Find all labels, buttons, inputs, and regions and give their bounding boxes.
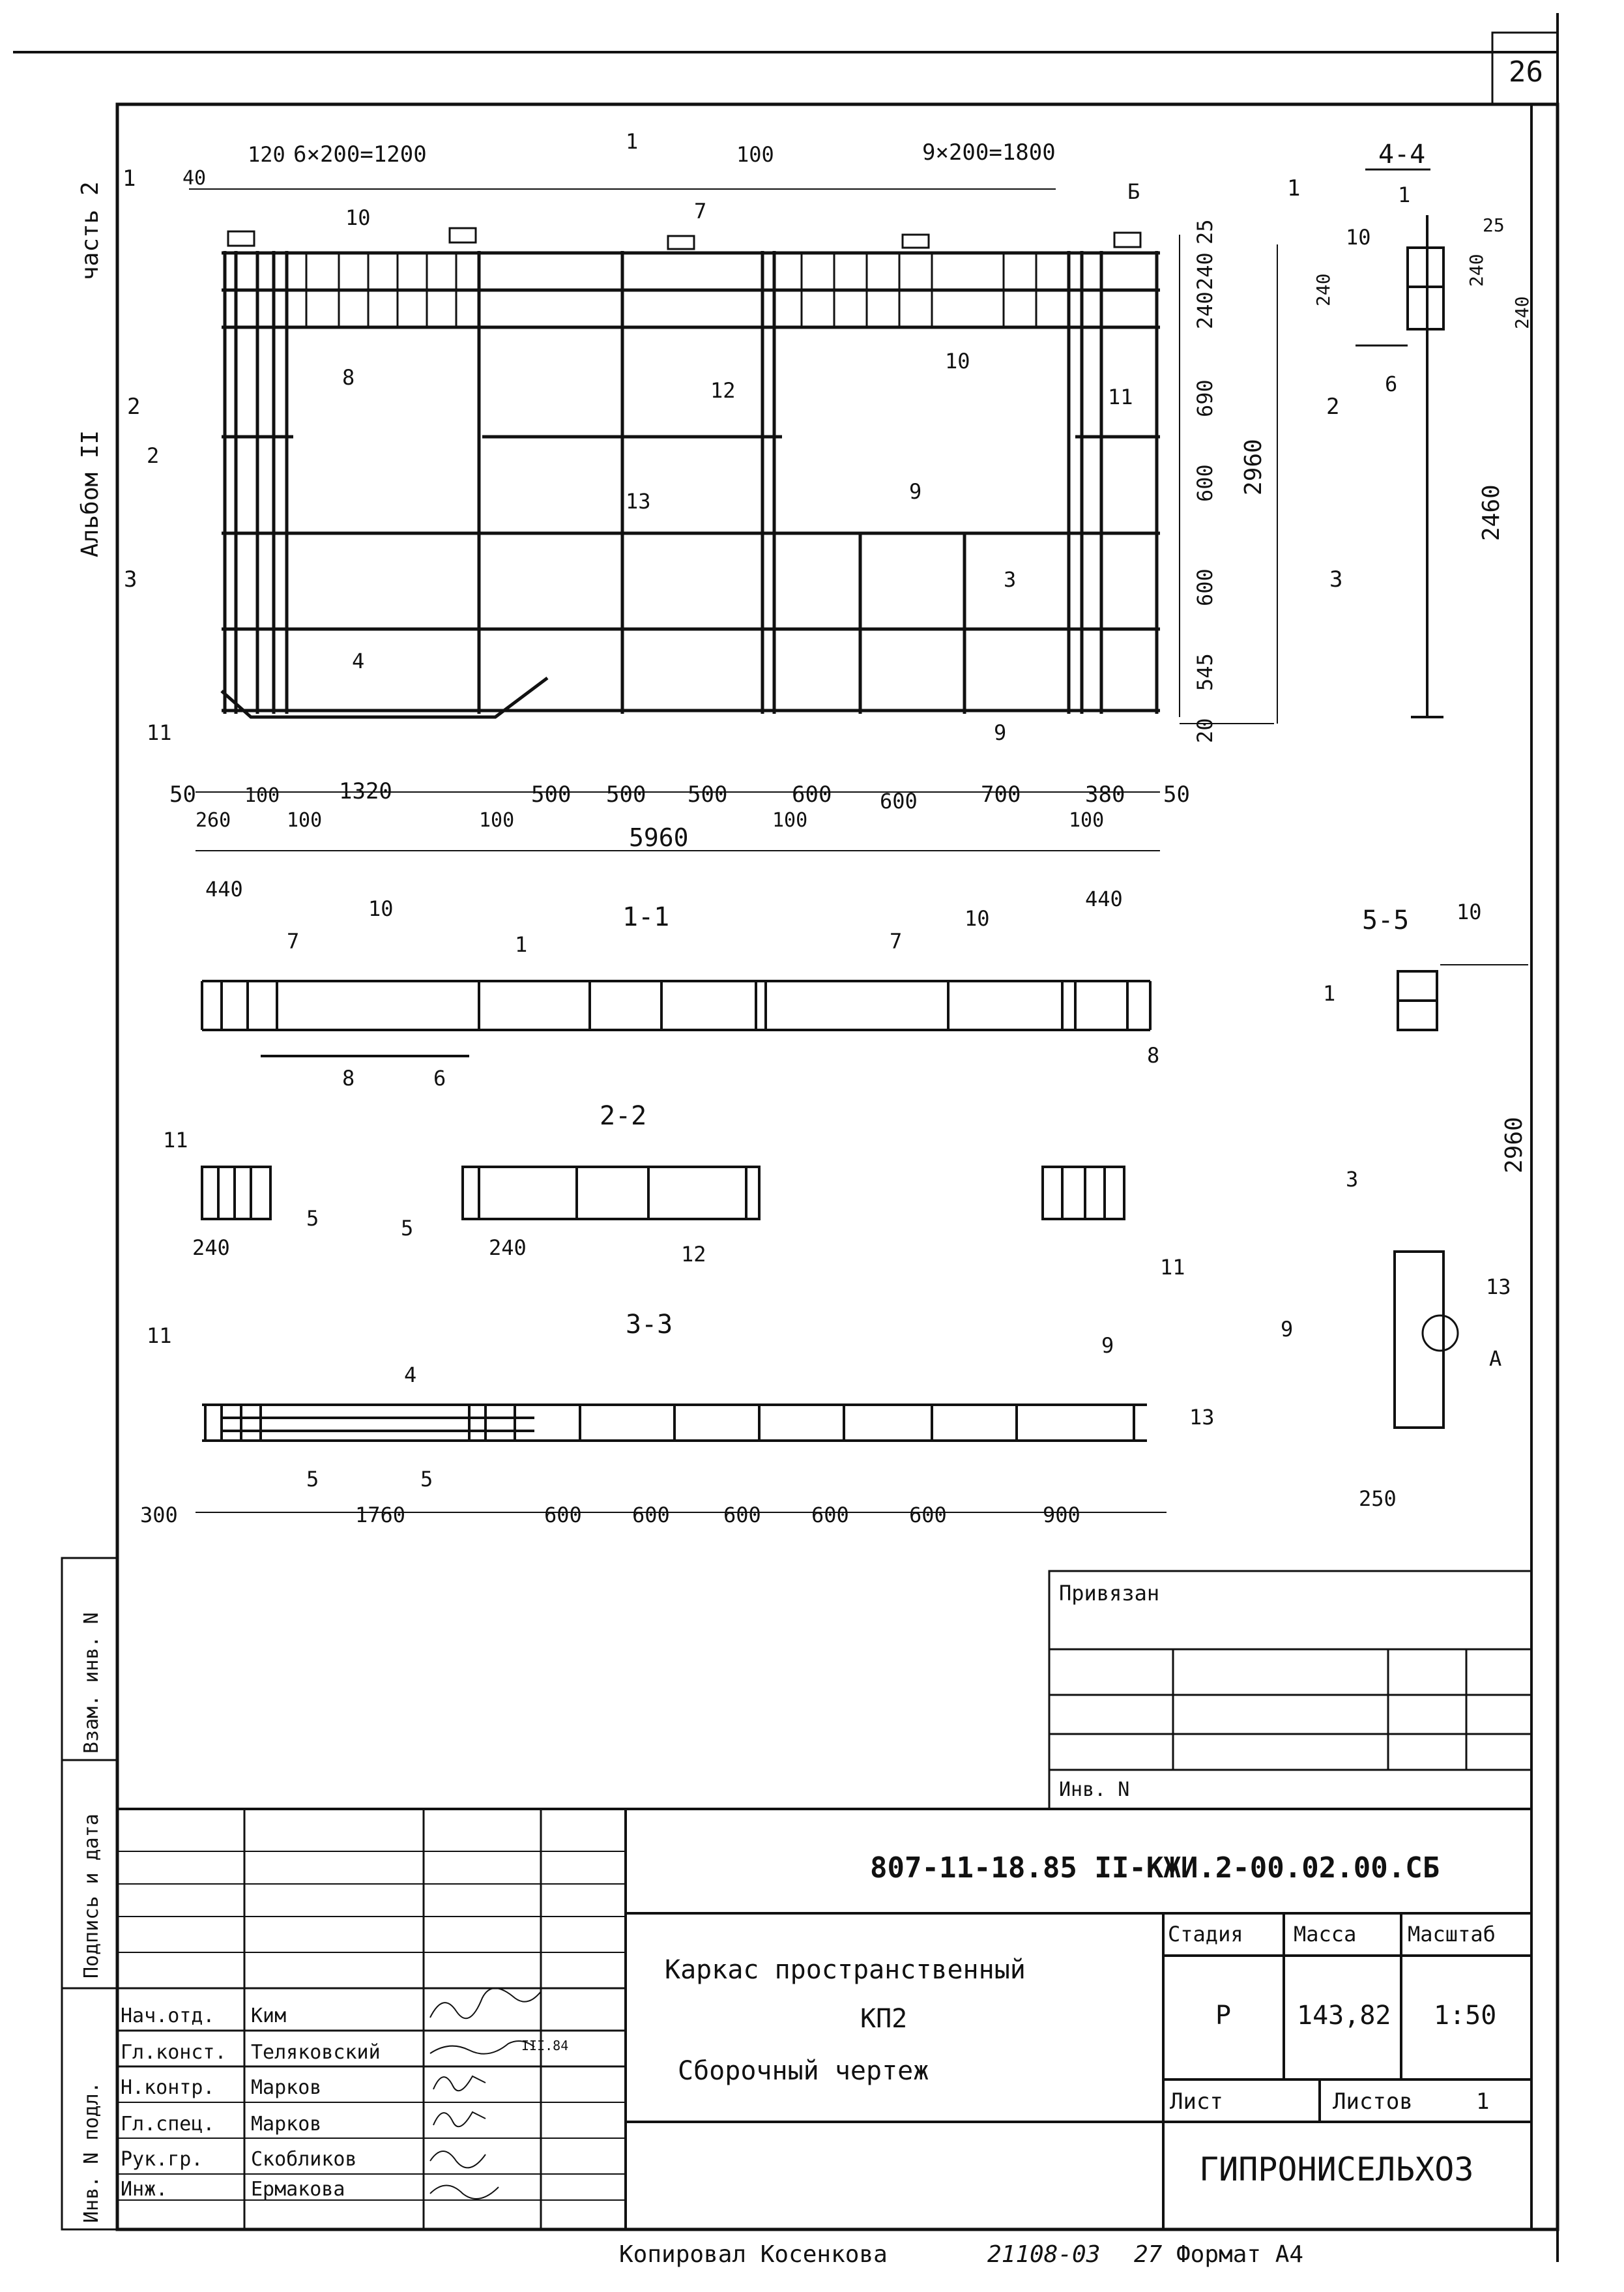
staff-role: Гл.спец.	[121, 2113, 215, 2136]
position-label: 1	[1398, 183, 1411, 207]
section-4-4-labels	[1312, 140, 1533, 541]
drawing-name-line3: Сборочный чертеж	[678, 2056, 929, 2086]
section-5-5-labels	[1323, 900, 1528, 1173]
dim-label: 900	[1043, 1503, 1080, 1527]
sheet-number: 26	[1509, 55, 1543, 89]
position-label: 5	[401, 1216, 414, 1241]
position-label: 1	[515, 932, 528, 957]
position-label: 1	[626, 129, 639, 154]
dim-label: 500	[606, 782, 646, 808]
dim-label: 25	[1193, 219, 1217, 244]
dim-label: 100	[287, 809, 323, 832]
position-label: 8	[342, 1066, 355, 1091]
position-label: 10	[964, 906, 990, 931]
dim-label: 2960	[1240, 439, 1267, 495]
position-label: 3	[1004, 567, 1017, 592]
dim-label: 100	[244, 784, 280, 807]
dim-label: 2960	[1501, 1117, 1528, 1173]
position-label: 7	[694, 199, 707, 224]
mass-value: 143,82	[1297, 2001, 1391, 2031]
dim-label: 40	[182, 167, 207, 190]
position-label: 10	[1457, 900, 1482, 924]
staff-name: Марков	[251, 2076, 322, 2099]
sheet-label: Лист	[1170, 2089, 1223, 2115]
dim-label: 260	[196, 809, 231, 832]
dim-label: 600	[909, 1503, 947, 1527]
staff-name: Ермакова	[251, 2178, 345, 2201]
dim-label: 6×200=1200	[293, 141, 427, 168]
dim-label: 20	[1193, 718, 1217, 743]
footer-sheet: 27	[1134, 2241, 1163, 2268]
dim-label: 240	[1312, 273, 1334, 306]
album-label: Альбом II	[77, 430, 104, 557]
position-label: 4	[352, 649, 365, 673]
footer-format: Формат А4	[1176, 2241, 1304, 2268]
section-title: 2-2	[600, 1101, 647, 1131]
drawing-code: 807-11-18.85 II-КЖИ.2-00.02.00.СБ	[870, 1851, 1440, 1885]
elevation-labels	[123, 129, 1342, 852]
dim-label: 25	[1483, 214, 1505, 236]
position-label: 9	[1281, 1317, 1294, 1342]
dim-label: 500	[688, 782, 728, 808]
dim-label: 240	[192, 1235, 230, 1260]
binding-title: Привязан	[1059, 1581, 1160, 1606]
dim-label: 240	[1193, 252, 1217, 290]
elevation-dimensions	[189, 189, 1277, 851]
margin-label: Инв. N подл.	[80, 2081, 103, 2223]
dim-label: 600	[544, 1503, 582, 1527]
scale-header: Масштаб	[1408, 1922, 1496, 1947]
dim-label: 100	[772, 809, 808, 832]
position-label: 13	[1486, 1274, 1511, 1299]
position-label: 9	[909, 479, 922, 504]
position-label: 10	[1346, 225, 1371, 250]
section-title: 3-3	[626, 1310, 673, 1340]
staff-role: Гл.конст.	[121, 2041, 227, 2064]
title-block-text	[121, 1851, 1496, 2201]
dim-label: 240	[1193, 291, 1217, 329]
section-mark: 2	[1326, 394, 1340, 420]
position-label: 11	[147, 1323, 172, 1348]
position-label: 5	[420, 1467, 433, 1491]
section-3-3	[196, 1405, 1167, 1512]
position-label: 5	[306, 1206, 319, 1231]
dim-label: 120	[248, 142, 285, 167]
dim-label: 100	[736, 142, 774, 167]
margin-label: Подпись и дата	[80, 1814, 103, 1978]
dim-label: 600	[723, 1503, 761, 1527]
position-label: 13	[626, 489, 651, 514]
section-mark: Б	[1127, 179, 1140, 204]
staff-role: Рук.гр.	[121, 2148, 203, 2171]
position-label: 9	[1101, 1333, 1114, 1358]
position-label: 5	[306, 1467, 319, 1491]
section-mark: 3	[124, 566, 138, 593]
mass-header: Масса	[1294, 1922, 1357, 1947]
dim-label: 500	[531, 782, 572, 808]
position-label: 3	[1346, 1167, 1359, 1192]
dim-label: 9×200=1800	[922, 140, 1056, 166]
position-label: 10	[368, 896, 394, 921]
section-mark: 1	[123, 166, 136, 192]
position-label: 9	[994, 720, 1007, 745]
dim-label: 380	[1085, 782, 1125, 808]
position-label: 13	[1189, 1405, 1215, 1430]
section-2-2-labels	[163, 1101, 1185, 1280]
position-label: 7	[890, 929, 903, 954]
footer	[619, 2241, 1303, 2268]
dim-label: 240	[1511, 296, 1533, 329]
section-mark: 2	[127, 394, 141, 420]
dim-label: 2460	[1478, 484, 1505, 541]
dim-label: 600	[632, 1503, 670, 1527]
dim-label: 300	[140, 1503, 178, 1527]
detail-a	[1395, 1252, 1458, 1428]
section-2-2	[202, 1167, 1124, 1219]
staff-role: Н.контр.	[121, 2076, 215, 2099]
position-label: 12	[710, 378, 736, 403]
drawing-name-line2: КП2	[860, 2004, 908, 2034]
section-title: 5-5	[1362, 905, 1410, 935]
section-title: 1-1	[622, 902, 670, 932]
position-label: 10	[345, 205, 371, 230]
dim-label: 50	[1163, 782, 1190, 808]
position-label: 12	[681, 1242, 706, 1267]
dim-label: 600	[1193, 568, 1217, 606]
dim-label: 600	[880, 789, 918, 814]
dim-label: 440	[1085, 887, 1123, 911]
signatures	[430, 1988, 541, 2199]
dim-label: 1760	[355, 1503, 406, 1527]
position-label: 2	[147, 443, 160, 468]
position-label: 6	[433, 1066, 446, 1091]
staff-name: Марков	[251, 2113, 322, 2136]
section-title: 4-4	[1378, 140, 1426, 169]
sheets-count: 1	[1476, 2089, 1490, 2115]
dim-label: 5960	[629, 823, 689, 852]
dim-label: 50	[169, 782, 196, 808]
position-label: 11	[1160, 1255, 1185, 1280]
position-label: 8	[1147, 1043, 1160, 1068]
position-label: 11	[147, 720, 172, 745]
position-label: 4	[404, 1362, 417, 1387]
detail-label: А	[1489, 1346, 1502, 1371]
dim-label: 690	[1193, 379, 1217, 417]
staff-name: Теляковский	[251, 2041, 381, 2064]
margin-labels	[77, 181, 104, 2223]
binding-inv-label: Инв. N	[1059, 1778, 1130, 1801]
position-label: 8	[342, 365, 355, 390]
dim-label: 240	[489, 1235, 527, 1260]
position-label: 10	[945, 349, 970, 374]
section-1-1	[202, 981, 1150, 1056]
dim-label: 1320	[339, 778, 392, 804]
stage-header: Стадия	[1168, 1922, 1243, 1947]
dim-label: 700	[981, 782, 1021, 808]
margin-label: Взам. инв. N	[80, 1612, 103, 1754]
section-mark: 1	[1287, 175, 1301, 201]
stage-value: Р	[1215, 2001, 1232, 2031]
footer-number: 21108-03	[987, 2241, 1101, 2268]
section-mark: 3	[1329, 566, 1343, 593]
sheets-label: Листов	[1333, 2089, 1413, 2115]
dim-label: 545	[1193, 653, 1217, 691]
dim-label: 600	[1193, 464, 1217, 502]
footer-copied: Копировал Косенкова	[619, 2241, 888, 2268]
dim-label: 600	[811, 1503, 849, 1527]
section-1-1-labels	[205, 877, 1159, 1091]
dim-label: 440	[205, 877, 243, 902]
drawing-name-line1: Каркас пространственный	[665, 1955, 1026, 1985]
staff-name: Ким	[251, 2005, 287, 2027]
organization: ГИПРОНИСЕЛЬХОЗ	[1199, 2151, 1474, 2188]
elevation-view	[222, 228, 1160, 717]
dim-label: 240	[1466, 254, 1487, 287]
staff-name: Скобликов	[251, 2148, 357, 2171]
staff-role: Инж.	[121, 2178, 168, 2201]
dim-label: 100	[1069, 809, 1105, 832]
dim-label: 600	[792, 782, 832, 808]
binding-block	[1049, 1571, 1531, 1809]
staff-date: III.84	[521, 2038, 569, 2053]
part-label: часть 2	[77, 181, 104, 280]
dim-label: 250	[1359, 1486, 1397, 1511]
position-label: 7	[287, 929, 300, 954]
section-4-4	[1356, 169, 1443, 717]
position-label: 1	[1323, 981, 1336, 1006]
scale-value: 1:50	[1434, 2001, 1497, 2031]
position-label: 6	[1385, 372, 1398, 396]
position-label: 11	[163, 1128, 188, 1153]
section-5-5	[1398, 965, 1528, 1030]
staff-role: Нач.отд.	[121, 2005, 215, 2027]
position-label: 11	[1108, 385, 1133, 409]
dim-label: 100	[479, 809, 515, 832]
